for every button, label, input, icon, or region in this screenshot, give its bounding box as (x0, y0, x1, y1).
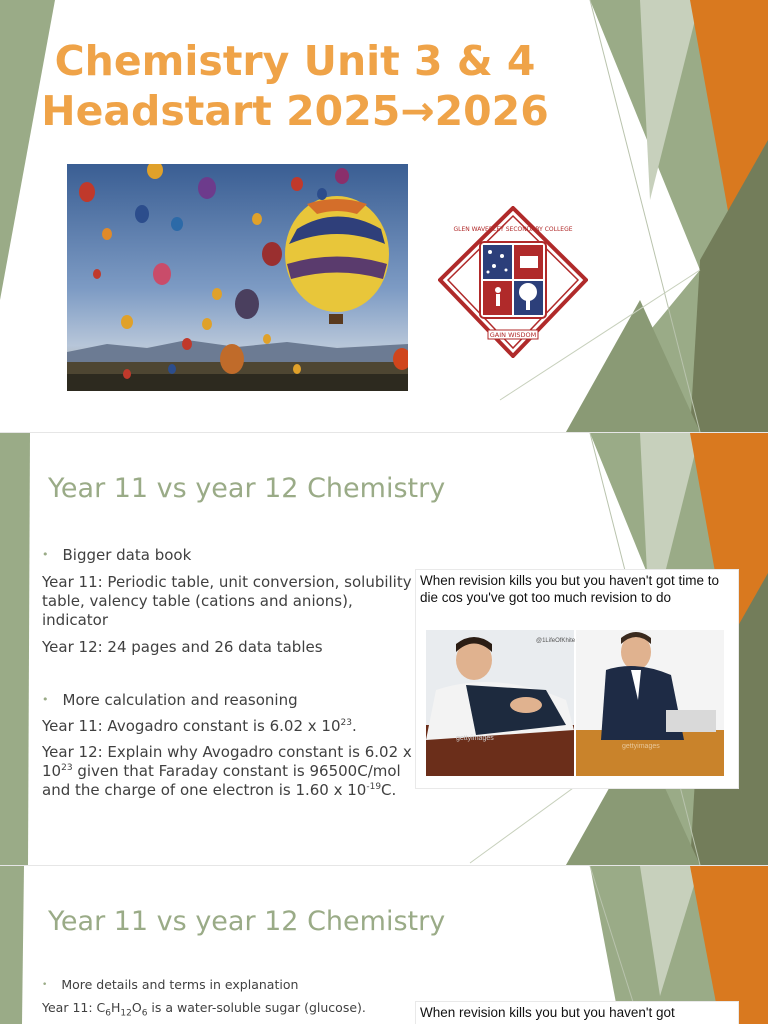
comparison-slide (0, 433, 768, 865)
school-crest-logo (438, 206, 588, 358)
title-slide (0, 0, 768, 432)
hot-air-balloons-photo (67, 164, 408, 391)
meme-caption: When revision kills you but you haven't got time to die cos you've got too much revision to do (420, 573, 719, 605)
bullet-dot-icon: • (42, 548, 49, 561)
revision-meme-image (416, 1002, 738, 1024)
slide-title: Year 11 vs year 12 Chemistry (48, 906, 446, 937)
presentation-title: Chemistry Unit 3 & 4 Headstart 2025→2026 (41, 37, 549, 135)
meme-caption: When revision kills you but you haven't got (420, 1005, 675, 1020)
slide-title: Year 11 vs year 12 Chemistry (48, 473, 446, 504)
bullet-item: • Bigger data book (42, 546, 192, 564)
year11-calc-text: Year 11: Avogadro constant is 6.02 x $10^{23}$. (42, 717, 357, 735)
year11-databook-text: Year 11: Periodic table, unit conversion, solubility table, valency table (cations and anions), indicator (42, 573, 412, 629)
bullet-dot-icon: • (42, 693, 49, 706)
year11-glucose-text: Year 11: $C_6H_{12}O_6$ is a water-soluble sugar (glucose). (42, 1000, 366, 1019)
bullet-dot-icon: • (42, 980, 48, 990)
revision-meme-image (416, 570, 738, 788)
meme-tag: @1LifeOfKhite (536, 638, 576, 644)
comparison-slide-2 (0, 866, 768, 1024)
bullet-item: • More calculation and reasoning (42, 691, 298, 709)
crest-motto: GAIN WISDOM (489, 331, 537, 339)
bullet-item: • More details and terms in explanation (42, 977, 299, 992)
year12-calc-text: Year 12: Explain why Avogadro constant is 6.02 x $10^{23}$ given that Faraday constant is 96500C/mol and the charge of one electron is 1.60 x $10^{-19}C$. (42, 743, 412, 799)
year12-databook-text: Year 12: 24 pages and 26 data tables (42, 638, 323, 656)
watermark: gettyimages (622, 743, 660, 750)
watermark: gettyimages (456, 735, 494, 742)
crest-lettering: GLEN WAVERLEY SECONDARY COLLEGE (453, 226, 573, 233)
meme-photos (426, 630, 724, 776)
